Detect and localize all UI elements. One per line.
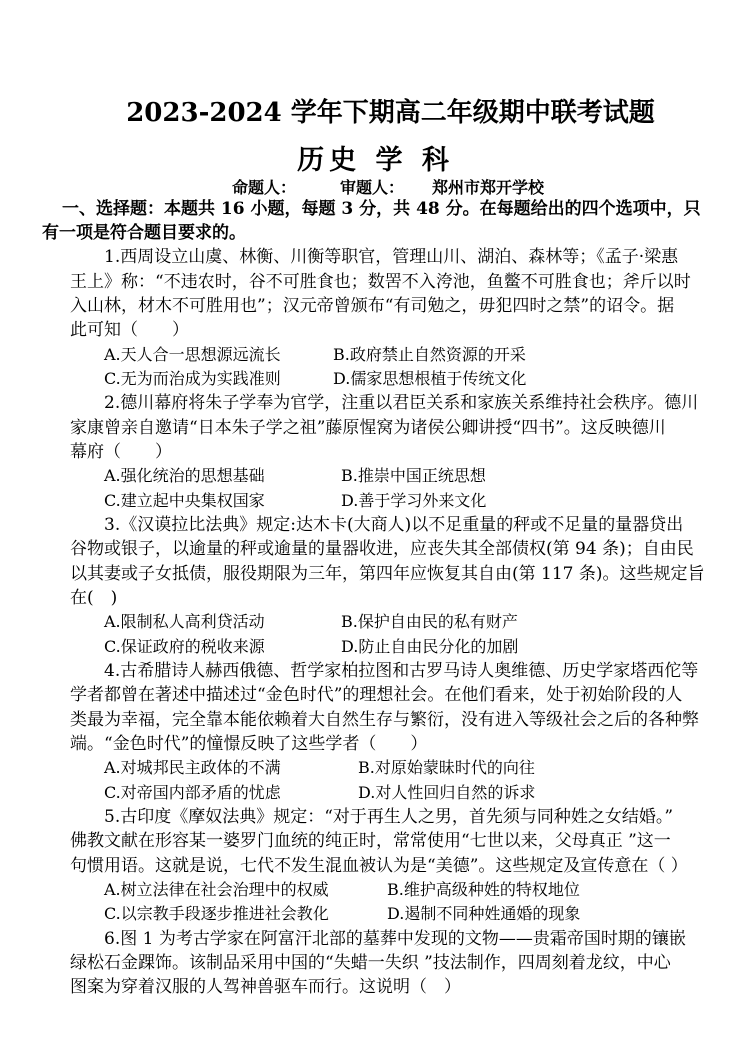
question-1-option-b: B.政府禁止自然资源的开采: [333, 345, 526, 364]
question-2-text: 2.德川幕府将朱子学奉为官学，注重以君臣关系和家族关系维持社会秩序。德川: [104, 393, 699, 413]
question-5-option-a: A.树立法律在社会治理中的权威: [104, 880, 329, 899]
question-3-option-d: D.防止自由民分化的加剧: [341, 637, 519, 656]
question-4-text: 类最为幸福，完全靠本能依赖着大自然生存与繁衍，没有进入等级社会之后的各种弊: [70, 710, 699, 730]
question-4-text: 端。“金色时代”的憧憬反映了这些学者（ ）: [70, 734, 428, 754]
question-1-text: 入山林，材木不可胜用也”；汉元帝曾颁布“有司勉之，毋犯四时之禁”的诏令。据: [70, 296, 675, 316]
question-1-text: 王上》称：“不违农时，谷不可胜食也；数罟不入洿池，鱼鳖不可胜食也；斧斤以时: [70, 272, 691, 292]
question-4-option-d: D.对人性回归自然的诉求: [358, 783, 536, 802]
question-1-option-d: D.儒家思想根植于传统文化: [333, 369, 527, 388]
question-3-text: 谷物或银子，以逾量的秤或逾量的量器收进，应丧失其全部债权(第 94 条)；自由民: [70, 539, 694, 559]
question-3-option-a: A.限制私人高利贷活动: [104, 612, 265, 631]
question-3-option-c: C.保证政府的税收来源: [104, 637, 265, 656]
question-1-text: 1.西周设立山虞、林衡、川衡等职官，管理山川、湖泊、森林等；《孟子·梁惠: [104, 247, 679, 267]
question-2-option-d: D.善于学习外来文化: [341, 491, 487, 510]
section-instruction: 一、选择题：本题共 16 小题，每题 3 分，共 48 分。在每题给出的四个选项中，只: [62, 199, 701, 219]
question-3-option-b: B.保护自由民的私有财产: [341, 612, 518, 631]
question-4-text: 学者都曾在著述中描述过“金色时代”的理想社会。在他们看来，处于初始阶段的人: [70, 685, 683, 705]
setter-label: 命题人：: [232, 178, 297, 197]
question-5-text: 佛教文献在形容某一婆罗门血统的纯正时，常常使用“七世以来，父母真正 ”这一: [70, 831, 671, 851]
question-5-option-c: C.以宗教手段逐步推进社会教化: [104, 904, 329, 923]
question-1-option-a: A.天人合一思想源远流长: [104, 345, 281, 364]
exam-title: 2023-2024 学年下期高二年级期中联考试题: [126, 98, 655, 128]
question-1-option-c: C.无为而治成为实践准则: [104, 369, 281, 388]
question-4-option-b: B.对原始蒙昧时代的向往: [358, 758, 535, 777]
question-6-text: 绿松石金踝饰。该制品采用中国的“失蜡一失织 ”技法制作，四周刻着龙纹，中心: [70, 953, 671, 973]
question-4-option-a: A.对城邦民主政体的不满: [104, 758, 281, 777]
question-6-text: 6.图 1 为考古学家在阿富汗北部的墓葬中发现的文物——贵霜帝国时期的镶嵌: [104, 929, 686, 949]
question-3-text: 3.《汉谟拉比法典》规定:达木卡(大商人)以不足重量的秤或不足量的量器贷出: [104, 515, 684, 535]
school-name: 郑州市郑开学校: [432, 178, 545, 197]
question-1-text: 此可知（ ）: [70, 320, 189, 340]
question-6-text: 图案为穿着汉服的人驾神兽驱车而行。这说明（ ）: [70, 977, 461, 997]
question-2-option-c: C.建立起中央集权国家: [104, 491, 265, 510]
question-5-option-b: B.维护高级种姓的特权地位: [387, 880, 580, 899]
question-3-text: 以其妻或子女抵债，服役期限为三年，第四年应恢复其自由(第 117 条)。这些规定旨: [70, 564, 705, 584]
question-2-text: 幕府（ ）: [70, 442, 172, 462]
question-3-text: 在( ): [70, 588, 118, 608]
question-5-option-d: D.遏制不同种姓通婚的现象: [387, 904, 581, 923]
question-5-text: 5.古印度《摩奴法典》规定：“对于再生人之男，首先须与同种姓之女结婚。”: [104, 807, 674, 827]
question-2-option-b: B.推崇中国正统思想: [341, 466, 486, 485]
question-4-text: 4.古希腊诗人赫西俄德、哲学家柏拉图和古罗马诗人奥维德、历史学家塔西佗等: [104, 661, 699, 681]
subject-title: 历史 学 科: [297, 145, 454, 176]
section-instruction-cont: 有一项是符合题目要求的。: [42, 223, 246, 243]
question-5-text: 句惯用语。这就是说，七代不发生混血被认为是“美德”。这些规定及宣传意在（ ）: [70, 856, 688, 876]
question-4-option-c: C.对帝国内部矛盾的忧虑: [104, 783, 281, 802]
reviewer-label: 审题人：: [340, 178, 405, 197]
question-2-option-a: A.强化统治的思想基础: [104, 466, 265, 485]
question-2-text: 家康曾亲自邀请“日本朱子学之祖”藤原惺窝为诸侯公卿讲授“四书”。这反映德川: [70, 418, 666, 438]
